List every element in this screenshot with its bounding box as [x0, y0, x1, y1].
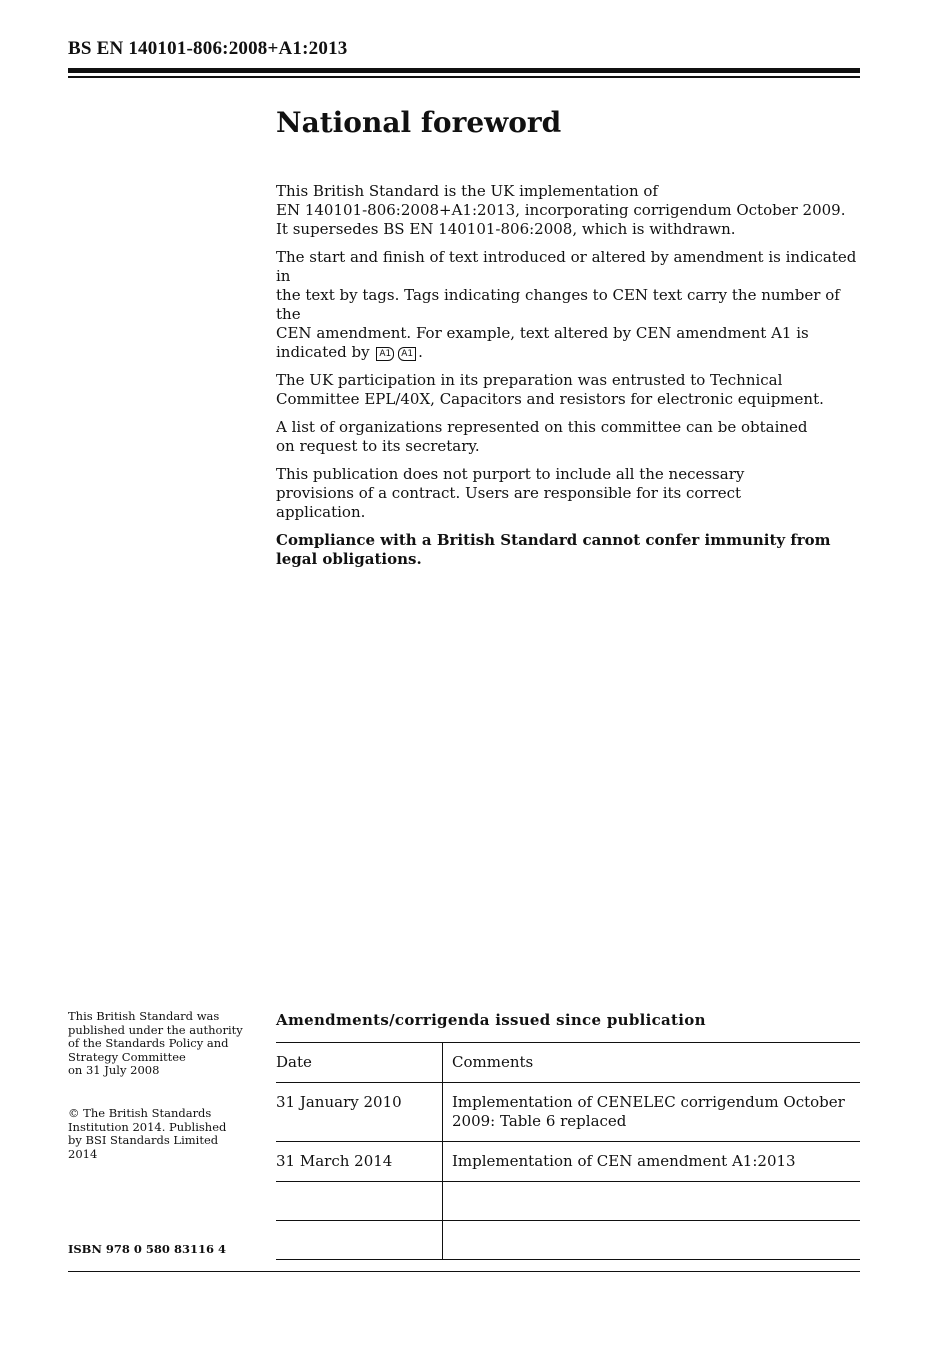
- column-header-comments: Comments: [443, 1043, 861, 1083]
- note-line: by BSI Standards Limited: [68, 1133, 219, 1148]
- empty-cell: [276, 1221, 443, 1260]
- text-line-with-tags: [276, 343, 866, 362]
- header-rule-thick: [68, 68, 860, 73]
- isbn: ISBN 978 0 580 83116 4: [68, 1242, 226, 1256]
- table-row: [276, 1142, 860, 1182]
- paragraph-compliance: [276, 531, 866, 569]
- paragraph-implementation: [276, 182, 866, 239]
- column-header-date: Date: [276, 1043, 443, 1083]
- note-line: on 31 July 2008: [68, 1063, 160, 1078]
- amendment-date: 31 January 2010: [276, 1083, 443, 1142]
- publication-note: [68, 1010, 258, 1078]
- text-line: The start and finish of text introduced or altered by amendment is indicated in: [276, 248, 857, 285]
- empty-cell: [276, 1182, 443, 1221]
- text-line: It supersedes BS EN 140101-806:2008, which is withdrawn.: [276, 220, 736, 238]
- text-line: Committee EPL/40X, Capacitors and resistors for electronic equipment.: [276, 390, 824, 408]
- table-header-row: [276, 1043, 860, 1083]
- table-row-empty: [276, 1182, 860, 1221]
- page-title: National foreword: [276, 106, 562, 139]
- note-line: 2014: [68, 1146, 98, 1161]
- note-line: Institution 2014. Published: [68, 1119, 227, 1134]
- table-row-empty: [276, 1221, 860, 1260]
- text-fragment: indicated by: [276, 343, 370, 361]
- text-line: The UK participation in its preparation was entrusted to Technical: [276, 371, 783, 389]
- amendment-end-tag-icon: A1: [398, 347, 416, 361]
- note-line: of the Standards Policy and: [68, 1036, 229, 1051]
- amendments-table: [276, 1042, 860, 1260]
- amendment-comment: Implementation of CENELEC corrigendum October 2009: Table 6 replaced: [443, 1083, 861, 1142]
- footer-rule: [68, 1271, 860, 1272]
- amendment-date: 31 March 2014: [276, 1142, 443, 1182]
- amendment-start-tag-icon: A1: [376, 347, 394, 361]
- table-row: [276, 1083, 860, 1142]
- standard-number: BS EN 140101-806:2008+A1:2013: [68, 38, 348, 59]
- amendments-title: Amendments/corrigenda issued since publication: [276, 1011, 706, 1029]
- paragraph-provisions: [276, 465, 866, 522]
- foreword-body: [276, 182, 866, 578]
- paragraph-organizations: [276, 418, 866, 456]
- text-fragment: .: [418, 343, 423, 361]
- text-line: CEN amendment. For example, text altered by CEN amendment A1 is: [276, 324, 809, 342]
- empty-cell: [443, 1182, 861, 1221]
- note-line: Strategy Committee: [68, 1049, 186, 1064]
- text-line: Compliance with a British Standard cannot confer immunity from: [276, 531, 831, 549]
- note-line: This British Standard was: [68, 1009, 220, 1023]
- empty-cell: [443, 1221, 861, 1260]
- text-line: This publication does not purport to include all the necessary: [276, 465, 745, 483]
- amendment-comment: Implementation of CEN amendment A1:2013: [443, 1142, 861, 1182]
- header-rule-thin: [68, 76, 860, 78]
- note-line: published under the authority: [68, 1022, 243, 1037]
- text-line: This British Standard is the UK implementation of: [276, 182, 658, 200]
- text-line: EN 140101-806:2008+A1:2013, incorporating corrigendum October 2009.: [276, 201, 846, 219]
- copyright-note: [68, 1107, 258, 1161]
- text-line: A list of organizations represented on this committee can be obtained: [276, 418, 808, 436]
- text-line: the text by tags. Tags indicating changes to CEN text carry the number of the: [276, 286, 840, 323]
- text-line: on request to its secretary.: [276, 437, 480, 455]
- paragraph-amendment-tags: [276, 248, 866, 362]
- text-line: application.: [276, 503, 366, 521]
- paragraph-committee: [276, 371, 866, 409]
- text-line: legal obligations.: [276, 550, 422, 568]
- text-line: provisions of a contract. Users are responsible for its correct: [276, 484, 742, 502]
- note-line: © The British Standards: [68, 1106, 212, 1120]
